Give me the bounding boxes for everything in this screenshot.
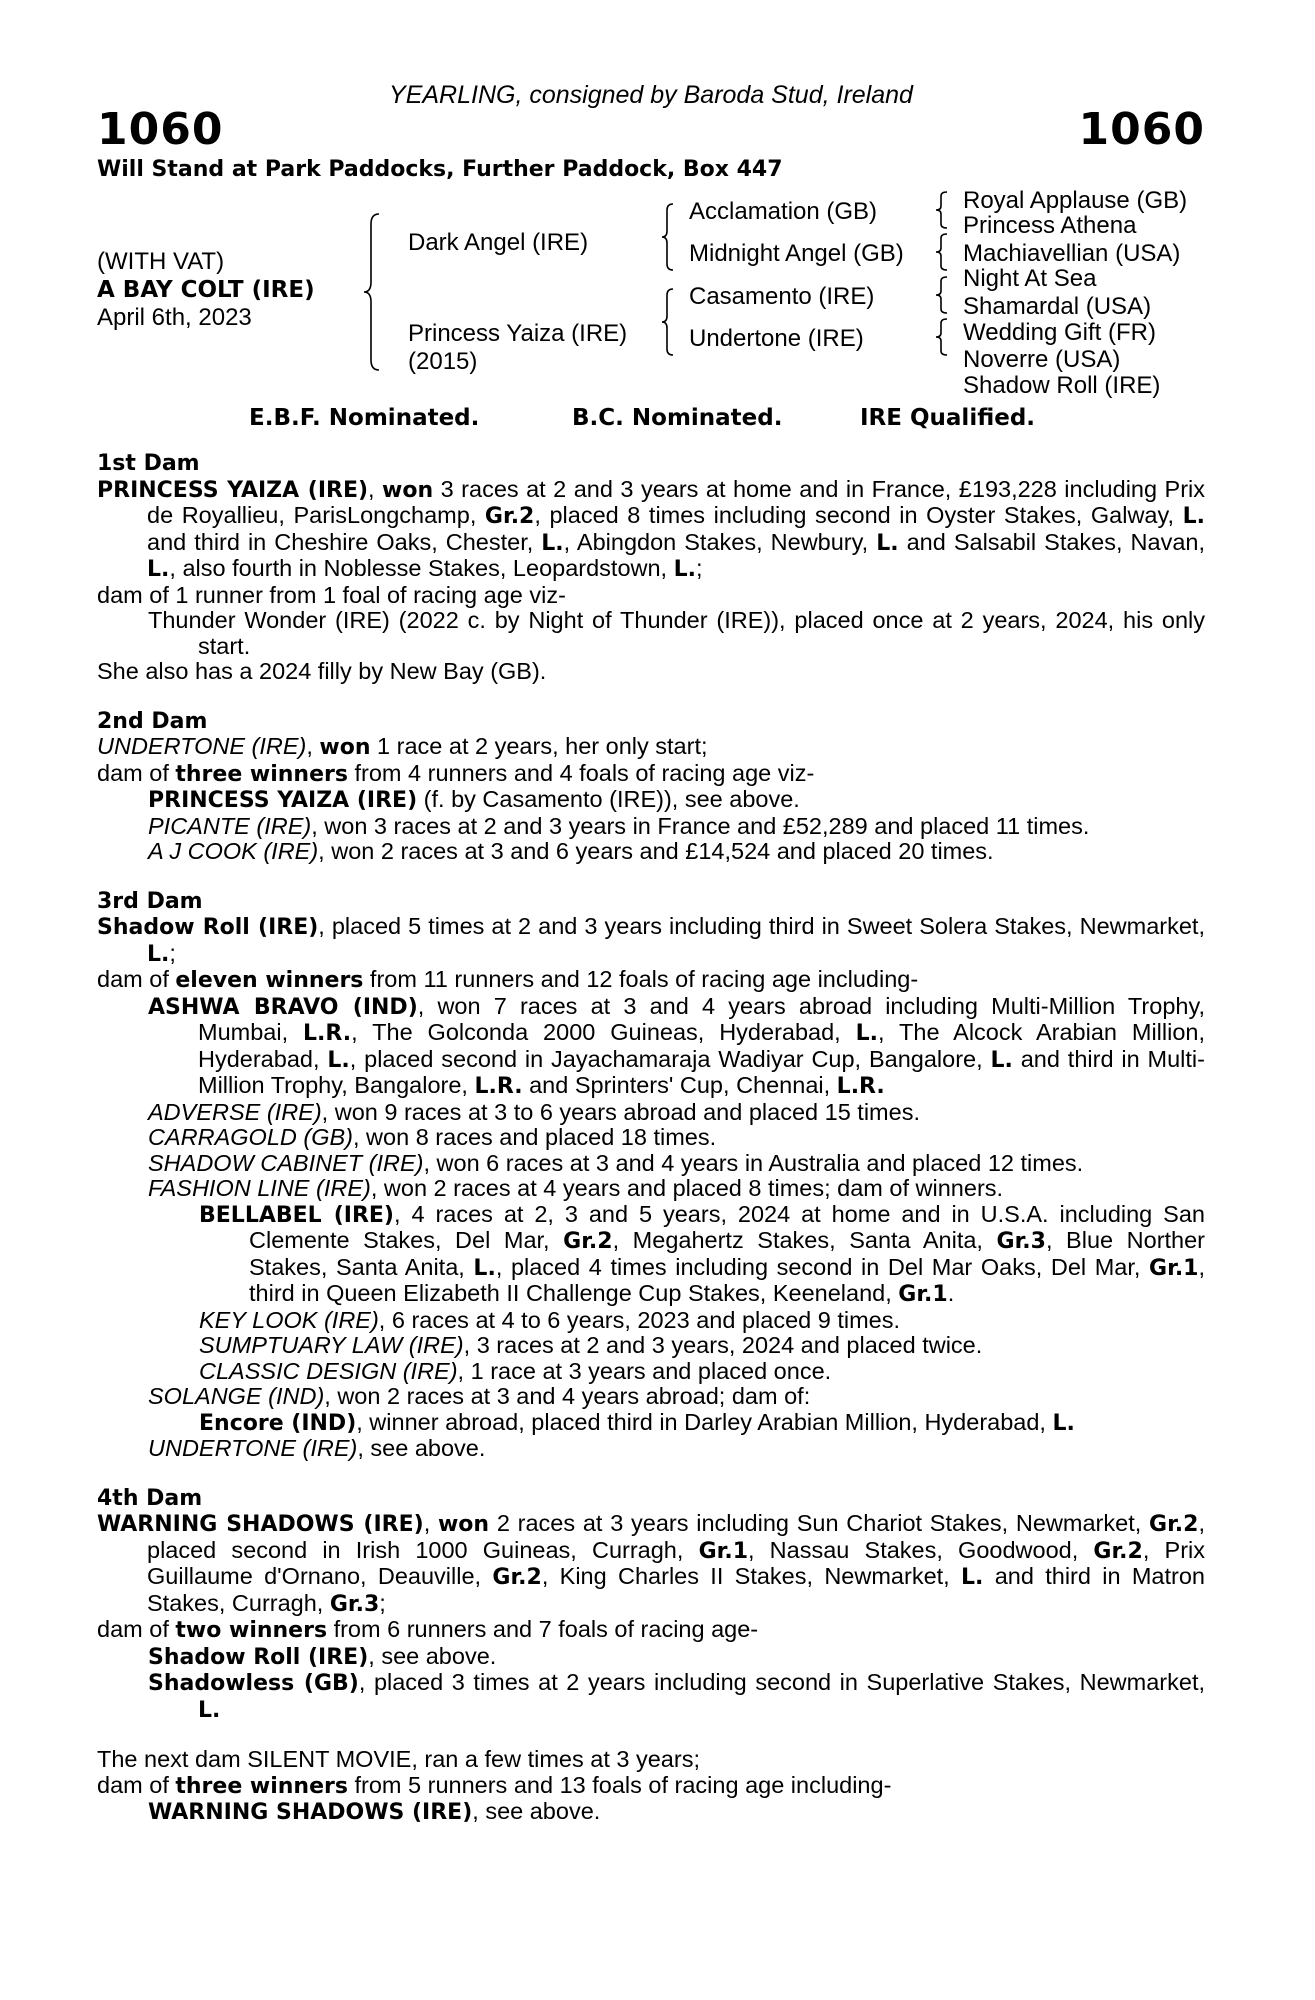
first-dam-offspring: Thunder Wonder (IRE) (2022 c. by Night of Thunder (IRE)), placed once at 2 years, 2024, his only start. <box>148 607 1205 659</box>
second-dam-section <box>97 709 1205 865</box>
second-dam-offspring: PRINCESS YAIZA (IRE) (f. by Casamento (IRE)), see above. <box>148 786 800 813</box>
second-dam-offspring: A J COOK (IRE), won 2 races at 3 and 6 years and £14,524 and placed 20 times. <box>148 838 994 864</box>
consignor-line: YEARLING, consigned by Baroda Stud, Ireland <box>389 81 913 109</box>
gen3-name-2: Princess Athena <box>963 212 1137 239</box>
fourth-dam-offspring: Shadow Roll (IRE), see above. <box>148 1642 497 1670</box>
second-dam-record: UNDERTONE (IRE), won 1 race at 2 years, her only start; <box>97 733 708 760</box>
grand-offspring: KEY LOOK (IRE), 6 races at 4 to 6 years, 2023 and placed 9 times. <box>199 1306 901 1333</box>
dam-name: Princess Yaiza (IRE) <box>408 320 628 347</box>
brace-g3-3 <box>935 275 949 315</box>
third-dam-offspring: ADVERSE (IRE), won 9 races at 3 to 6 years abroad and placed 15 times. <box>148 1098 920 1125</box>
brace-sire <box>661 202 675 272</box>
first-dam-record: PRINCESS YAIZA (IRE), won 3 races at 2 and 3 years at home and in France, £193,228 including Prix de Royallieu, ParisLongchamp, Gr.2, placed 8 times including second in Oyster Stakes, Galway, L. and third in Cheshire Oaks, Chester, L., Abingdon Stakes, Newbury, L. and Salsabil Stakes, Navan, L., also fourth in Noblesse Stakes, Leopardstown, L.; <box>97 475 1206 582</box>
bc-nomination: B.C. Nominated. <box>572 405 783 431</box>
second-dam-offspring: PICANTE (IRE), won 3 races at 2 and 3 years in France and £52,289 and placed 11 times. <box>148 812 1090 839</box>
gen3-name-1: Royal Applause (GB) <box>963 187 1188 214</box>
lot-number-left: 1060 <box>97 104 224 155</box>
horse-name: A BAY COLT (IRE) <box>97 277 315 303</box>
second-dam-produce-summary: dam of three winners from 4 runners and 4 foals of racing age viz- <box>97 759 815 787</box>
first-dam-heading: 1st Dam <box>97 451 200 476</box>
third-dam-offspring: SOLANGE (IND), won 2 races at 3 and 4 years abroad; dam of: <box>148 1383 811 1409</box>
gen2-name-4: Undertone (IRE) <box>689 325 864 352</box>
third-dam-offspring: ASHWA BRAVO (IND), won 7 races at 3 and 4 years abroad including Multi-Million Trophy, Mumbai, L.R., The Golconda 2000 Guineas, Hyderabad, L., The Alcock Arabian Million, Hyderabad, L., placed second in Jayachamaraja Wadiyar Cup, Bangalore, L. and third in Multi-Million Trophy, Bangalore, L.R. and Sprinters' Cup, Chennai, L.R. <box>148 992 1206 1099</box>
gen3-name-8: Shadow Roll (IRE) <box>963 372 1161 399</box>
fourth-dam-offspring: Shadowless (GB), placed 3 times at 2 years including second in Superlative Stakes, Newmarket, L. <box>148 1669 1205 1723</box>
grand-offspring: Encore (IND), winner abroad, placed third in Darley Arabian Million, Hyderabad, L. <box>199 1408 1075 1436</box>
next-dam-section <box>97 1747 1205 1826</box>
gen3-name-3: Machiavellian (USA) <box>963 240 1181 267</box>
first-dam-produce-summary: dam of 1 runner from 1 foal of racing age viz- <box>97 581 566 608</box>
brace-g3-2 <box>935 232 949 272</box>
gen3-name-6: Wedding Gift (FR) <box>963 319 1156 346</box>
fourth-dam-produce-summary: dam of two winners from 6 runners and 7 foals of racing age- <box>97 1616 759 1643</box>
grand-offspring: SUMPTUARY LAW (IRE), 3 races at 2 and 3 years, 2024 and placed twice. <box>199 1332 983 1358</box>
ire-qualification: IRE Qualified. <box>860 405 1036 431</box>
vat-note: (WITH VAT) <box>97 248 225 275</box>
gen2-name-1: Acclamation (GB) <box>689 198 878 225</box>
second-dam-heading: 2nd Dam <box>97 708 208 734</box>
horse-name: PRINCESS YAIZA (IRE) <box>97 477 369 503</box>
first-dam-section <box>97 451 1205 685</box>
lot-number-row <box>97 104 1205 155</box>
next-dam-record: The next dam SILENT MOVIE, ran a few times at 3 years; <box>97 1746 700 1772</box>
brace-g3-1 <box>935 190 949 230</box>
third-dam-offspring: CARRAGOLD (GB), won 8 races and placed 18 times. <box>148 1124 717 1150</box>
third-dam-offspring: SHADOW CABINET (IRE), won 6 races at 3 and 4 years in Australia and placed 12 times. <box>148 1149 1084 1176</box>
lot-number-right: 1060 <box>1078 104 1205 155</box>
dam-history <box>97 451 1205 1826</box>
next-dam-offspring: WARNING SHADOWS (IRE), see above. <box>148 1798 601 1825</box>
third-dam-section <box>97 889 1205 1462</box>
brace-dam <box>661 287 675 357</box>
fourth-dam-heading: 4th Dam <box>97 1485 203 1511</box>
fourth-dam-section <box>97 1486 1205 1724</box>
fourth-dam-record: WARNING SHADOWS (IRE), won 2 races at 3 years including Sun Chariot Stakes, Newmarket, Gr.2, placed second in Irish 1000 Guineas, Curragh, Gr.1, Nassau Stakes, Goodwood, Gr.2, Prix Guillaume d'Ornano, Deauville, Gr.2, King Charles II Stakes, Newmarket, L. and third in Matron Stakes, Curragh, Gr.3; <box>97 1510 1205 1617</box>
brace-g3-4 <box>935 317 949 357</box>
gen3-name-4: Night At Sea <box>963 265 1097 292</box>
pedigree-table <box>97 182 1205 397</box>
nominations-row <box>97 397 1205 441</box>
brace-main <box>363 212 381 372</box>
third-dam-offspring: UNDERTONE (IRE), see above. <box>148 1435 486 1461</box>
ebf-nomination: E.B.F. Nominated. <box>249 405 480 431</box>
third-dam-produce-summary: dam of eleven winners from 11 runners and 12 foals of racing age including- <box>97 966 919 993</box>
third-dam-heading: 3rd Dam <box>97 888 203 914</box>
gen2-name-3: Casamento (IRE) <box>689 283 875 310</box>
third-dam-offspring: FASHION LINE (IRE), won 2 races at 4 years and placed 8 times; dam of winners. <box>148 1175 1004 1201</box>
date-of-birth: April 6th, 2023 <box>97 304 252 331</box>
grand-offspring: CLASSIC DESIGN (IRE), 1 race at 3 years and placed once. <box>199 1357 832 1384</box>
catalogue-page <box>97 80 1205 1850</box>
next-dam-produce-summary: dam of three winners from 5 runners and 13 foals of racing age including- <box>97 1771 892 1799</box>
gen2-name-2: Midnight Angel (GB) <box>689 240 904 267</box>
stand-location: Will Stand at Park Paddocks, Further Paddock, Box 447 <box>97 157 783 182</box>
gen3-name-5: Shamardal (USA) <box>963 293 1152 320</box>
dam-year: (2015) <box>408 348 478 375</box>
first-dam-note: She also has a 2024 filly by New Bay (GB). <box>97 658 547 684</box>
gen3-name-7: Noverre (USA) <box>963 346 1121 373</box>
third-dam-record: Shadow Roll (IRE), placed 5 times at 2 and 3 years including third in Sweet Solera Stakes, Newmarket, L.; <box>97 913 1205 967</box>
sire-name: Dark Angel (IRE) <box>408 229 589 256</box>
grand-offspring: BELLABEL (IRE), 4 races at 2, 3 and 5 years, 2024 at home and in U.S.A. including San Clemente Stakes, Del Mar, Gr.2, Megahertz Stakes, Santa Anita, Gr.3, Blue Norther Stakes, Santa Anita, L., placed 4 times including second in Del Mar Oaks, Del Mar, Gr.1, third in Queen Elizabeth II Challenge Cup Stakes, Keeneland, Gr.1. <box>199 1200 1206 1307</box>
